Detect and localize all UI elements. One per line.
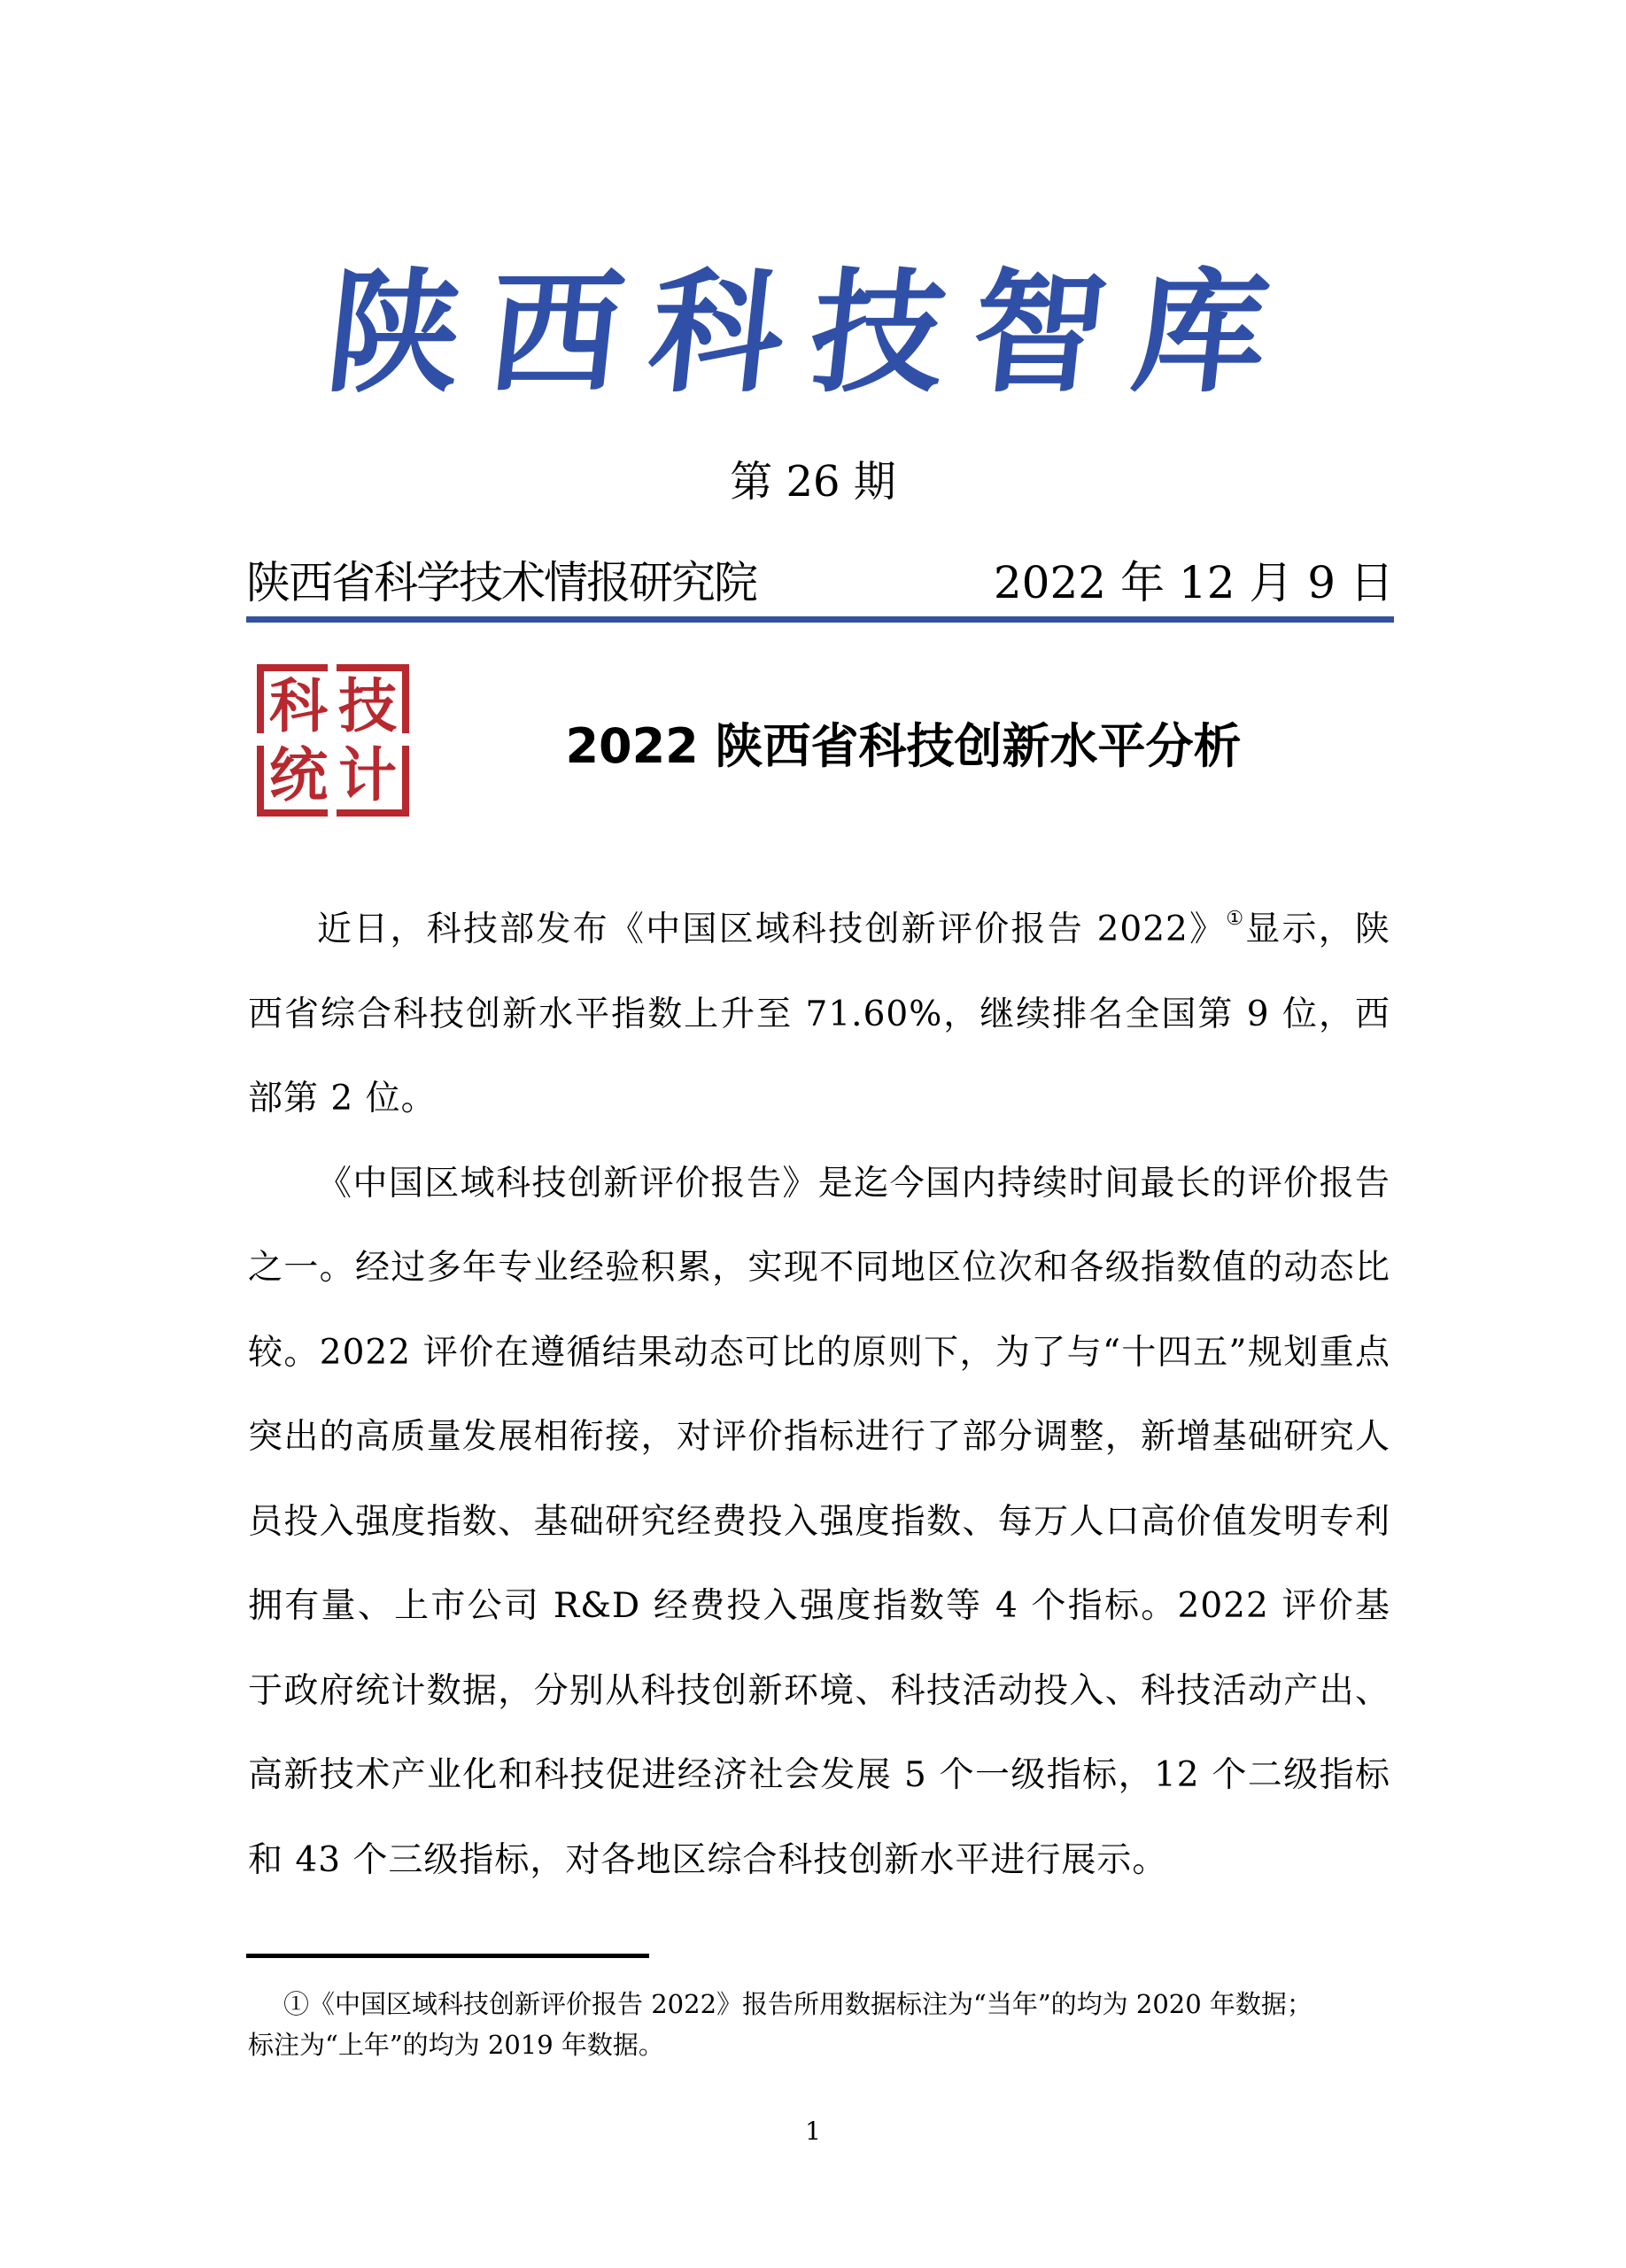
paragraph: 《中国区域科技创新评价报告》是迄今国内持续时间最长的评价报告之一。经过多年专业经验积累，实现不同地区位次和各级指数值的动态比较。2022 评价在遵循结果动态可比的原则下，为了与“十四五”规划重点突出的高质量发展相衔接，对评价指标进行了部分调整，新增基础研究人员投入强度指数、基础研究经费投入强度指数、每万人口高价值发明专利拥有量、上市公司 R&D 经费投入强度指数等 4 个指标。2022 评价基于政府统计数据，分别从科技创新环境、科技活动投入、科技活动产出、高新技术产业化和科技促进经济社会发展 5 个一级指标，12 个二级指标和 43 个三级指标，对各地区综合科技创新水平进行展示。 (248, 1163, 1390, 1880)
issue-number: 第 26 期 (730, 457, 896, 507)
article-body (248, 877, 1390, 1902)
logo-char: 统 (269, 740, 328, 809)
paragraph-text: 显示，陕西省综合科技创新水平指数上升至 71.60%，继续排名全国第 9 位，西部第 2 位。 (248, 910, 1390, 1119)
logo-char: 科 (269, 671, 328, 740)
paragraph-text: 近日，科技部发布《中国区域科技创新评价报告 2022》 (317, 910, 1227, 949)
publish-date: 2022 年 12 月 9 日 (993, 557, 1394, 608)
masthead-title: 陕西科技智库 (320, 255, 1304, 411)
publisher-name: 陕西省科学技术情报研究院 (246, 557, 756, 608)
footnote-line: ①《中国区域科技创新评价报告 2022》报告所用数据标注为“当年”的均为 2020 年数据； (283, 1989, 1312, 2019)
paragraph (248, 877, 1390, 1142)
logo-char: 技 (338, 671, 397, 740)
logo-char: 计 (338, 740, 397, 809)
header-divider (246, 616, 1394, 623)
footnote (248, 1984, 1390, 2065)
footnote-divider (246, 1954, 649, 1958)
article-title: 2022 陕西省科技创新水平分析 (565, 718, 1242, 774)
section-logo-keji-tongji (257, 664, 409, 817)
page-number: 1 (805, 2117, 821, 2146)
footnote-line: 标注为“上年”的均为 2019 年数据。 (248, 2030, 664, 2060)
footnote-ref[interactable]: ① (1226, 908, 1246, 930)
